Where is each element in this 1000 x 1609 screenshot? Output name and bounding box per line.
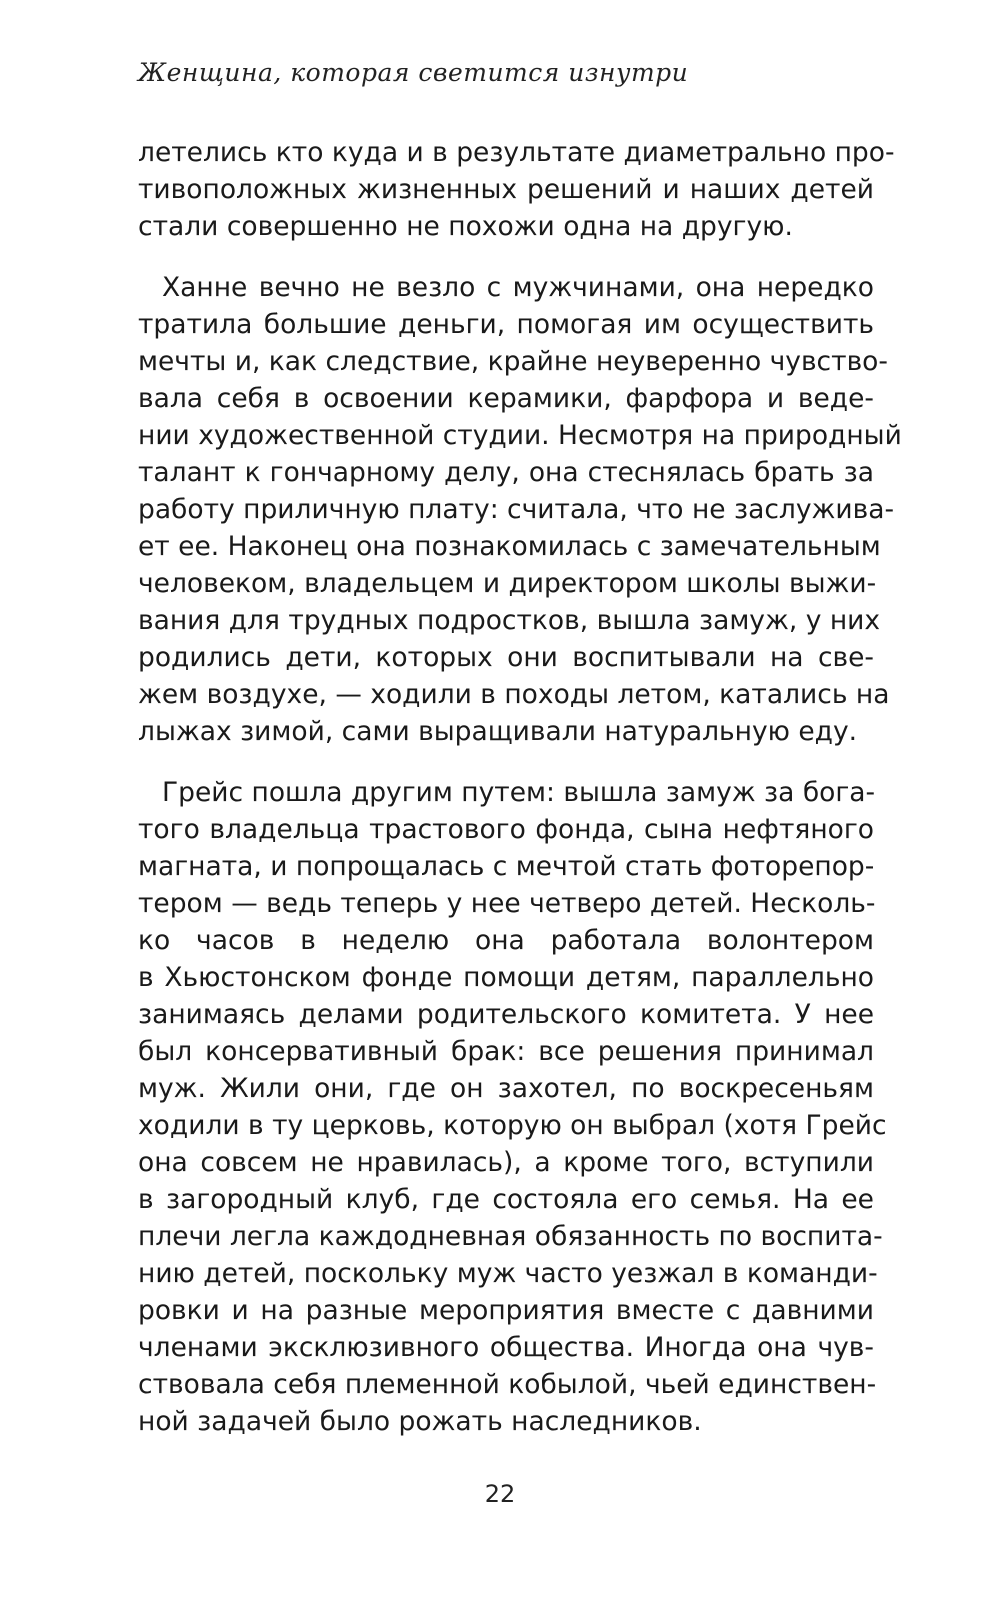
text-line: магната, и попрощалась с мечтой стать фоторепор- bbox=[138, 851, 875, 882]
text-line: ходили в ту церковь, которую он выбрал (хотя Грейс bbox=[138, 1110, 887, 1141]
text-line: ровки и на разные мероприятия вместе с давними bbox=[138, 1295, 874, 1326]
text-line: того владельца трастового фонда, сына нефтяного bbox=[138, 814, 874, 845]
text-line: ет ее. Наконец она познакомилась с замечательным bbox=[138, 531, 881, 562]
text-line: нии художественной студии. Несмотря на природный bbox=[138, 420, 902, 451]
text-line: плечи легла каждодневная обязанность по воспита- bbox=[138, 1221, 883, 1252]
text-line: работу приличную плату: считала, что не заслужива- bbox=[138, 494, 895, 525]
text-line: человеком, владельцем и директором школы выжи- bbox=[138, 568, 877, 599]
text-line: нию детей, поскольку муж часто уезжал в команди- bbox=[138, 1258, 878, 1289]
text-line: родились дети, которых они воспитывали на све- bbox=[138, 642, 874, 673]
text-line: членами эксклюзивного общества. Иногда она чув- bbox=[138, 1332, 874, 1363]
text-line: она совсем не нравилась), а кроме того, вступили bbox=[138, 1147, 874, 1178]
page-number: 22 bbox=[484, 1480, 516, 1508]
paragraph-1 bbox=[138, 134, 895, 245]
text-line: был консервативный брак: все решения принимал bbox=[138, 1036, 874, 1067]
text-line: в загородный клуб, где состояла его семья. На ее bbox=[138, 1184, 874, 1215]
paragraph-3 bbox=[138, 774, 887, 1440]
text-line: Ханне вечно не везло с мужчинами, она нередко bbox=[162, 272, 874, 303]
running-head: Женщина, которая светится изнутри bbox=[138, 58, 689, 87]
text-line: Грейс пошла другим путем: вышла замуж за бога- bbox=[162, 777, 876, 808]
text-line: вания для трудных подростков, вышла замуж, у них bbox=[138, 605, 881, 636]
text-line: тратила большие деньги, помогая им осуществить bbox=[138, 309, 874, 340]
text-line: лыжах зимой, сами выращивали натуральную еду. bbox=[138, 716, 858, 747]
text-line: в Хьюстонском фонде помощи детям, параллельно bbox=[138, 962, 874, 993]
text-line: талант к гончарному делу, она стеснялась брать за bbox=[138, 457, 874, 488]
text-line: вала себя в освоении керамики, фарфора и веде- bbox=[138, 383, 874, 414]
body-text bbox=[138, 134, 902, 1464]
text-line: ствовала себя племенной кобылой, чьей единствен- bbox=[138, 1369, 877, 1400]
text-line: муж. Жили они, где он захотел, по воскресеньям bbox=[138, 1073, 874, 1104]
text-line: летелись кто куда и в результате диаметрально про- bbox=[138, 137, 895, 168]
paragraph-2 bbox=[138, 269, 902, 750]
text-line: тером — ведь теперь у нее четверо детей. Несколь- bbox=[138, 888, 876, 919]
text-line: занимаясь делами родительского комитета. У нее bbox=[138, 999, 874, 1030]
text-line: жем воздухе, — ходили в походы летом, катались на bbox=[138, 679, 890, 710]
text-line: ко часов в неделю она работала волонтером bbox=[138, 925, 874, 956]
text-line: мечты и, как следствие, крайне неуверенно чувство- bbox=[138, 346, 888, 377]
text-line: ной задачей было рожать наследников. bbox=[138, 1406, 702, 1437]
text-line: тивоположных жизненных решений и наших детей bbox=[138, 174, 874, 205]
text-line: стали совершенно не похожи одна на другую. bbox=[138, 211, 793, 242]
